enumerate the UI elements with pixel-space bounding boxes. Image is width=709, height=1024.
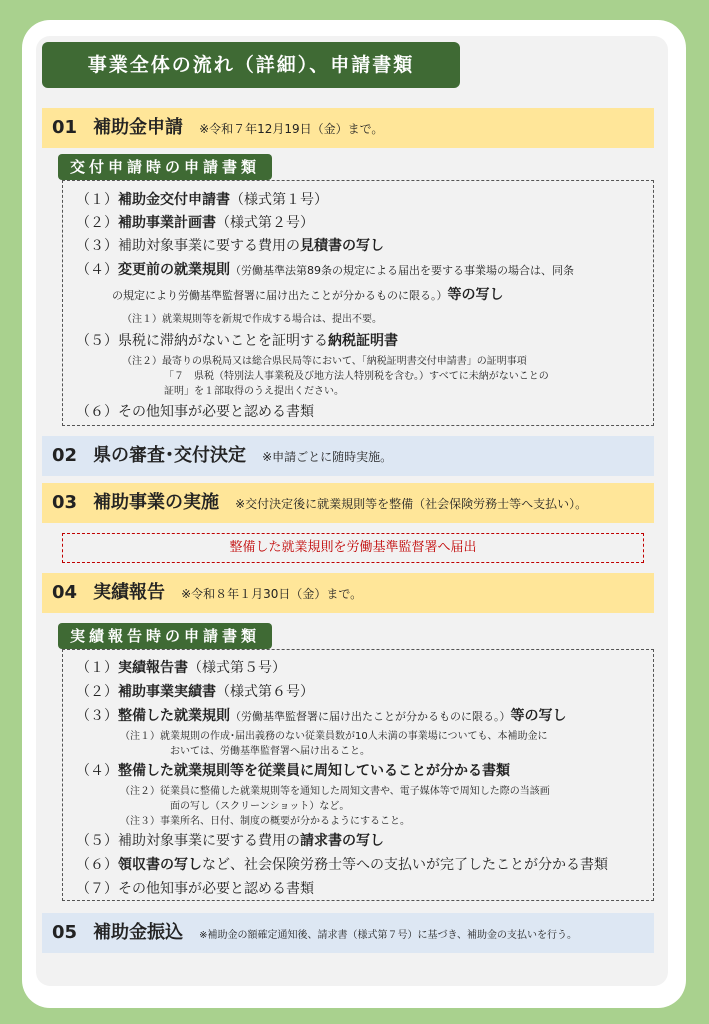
step-04-band: [42, 573, 654, 613]
notification-notice: 整備した就業規則を労働基準監督署へ届出: [62, 533, 644, 563]
document-item: （２）補助事業実績書（様式第６号）: [76, 684, 314, 700]
step-note: ※令和７年12月19日（金）まで。: [199, 122, 384, 136]
step-label: 補助金申請: [93, 117, 184, 138]
document-note: （注２）従業員に整備した就業規則等を通知した周知文書や、電子媒体等で周知した際の当該画: [120, 786, 550, 797]
document-item: （７）その他知事が必要と認める書類: [76, 881, 314, 897]
step-05-band: [42, 913, 654, 953]
document-note: （注１）就業規則等を新規で作成する場合は、提出不要。: [122, 314, 382, 325]
step-note: ※令和８年１月30日（金）まで。: [181, 587, 363, 601]
document-note: （注３）事業所名、日付、制度の概要が分かるようにすること。: [120, 816, 410, 827]
step-label: 県の審査･交付決定: [93, 445, 247, 466]
document-item: （１）実績報告書（様式第５号）: [76, 660, 286, 676]
document-note: （注２）最寄りの県税局又は総合県民局等において、「納税証明書交付申請書」の証明事項: [122, 356, 527, 367]
document-item: （４）整備した就業規則等を従業員に周知していることが分かる書類: [76, 763, 510, 779]
document-note: （注１）就業規則の作成･届出義務のない従業員数が10人未満の事業場についても、本補助金に: [120, 731, 548, 742]
step-note: ※交付決定後に就業規則等を整備（社会保険労務士等へ支払い）。: [235, 497, 588, 511]
step-number: 02: [52, 445, 78, 466]
section-label-report: 実績報告時の申請書類: [58, 623, 272, 649]
step-number: 03: [52, 492, 78, 513]
document-item: （２）補助事業計画書（様式第２号）: [76, 215, 314, 231]
step-note: ※補助金の額確定通知後、請求書（様式第７号）に基づき、補助金の支払いを行う。: [199, 930, 578, 941]
document-item: （５）補助対象事業に要する費用の請求書の写し: [76, 833, 384, 849]
document-item-continued: の規定により労働基準監督署に届け出たことが分かるものに限る。）等の写し: [112, 287, 504, 303]
step-number: 04: [52, 582, 78, 603]
step-number: 01: [52, 117, 78, 138]
step-02-band: [42, 436, 654, 476]
step-label: 補助金振込: [93, 922, 184, 943]
document-item: （３）補助対象事業に要する費用の見積書の写し: [76, 238, 384, 254]
document-item: （３）整備した就業規則（労働基準監督署に届け出たことが分かるものに限る。）等の写し: [76, 708, 567, 724]
document-item: （６）領収書の写しなど、社会保険労務士等への支払いが完了したことが分かる書類: [76, 857, 608, 873]
document-item: （４）変更前の就業規則（労働基準法第89条の規定による届出を要する事業場の場合は、同条: [76, 262, 574, 278]
page-title: 事業全体の流れ（詳細）、申請書類: [42, 42, 460, 88]
step-number: 05: [52, 922, 78, 943]
step-label: 実績報告: [93, 582, 166, 603]
step-label: 補助事業の実施: [93, 492, 220, 513]
section-label-application: 交付申請時の申請書類: [58, 154, 272, 180]
step-01-band: [42, 108, 654, 148]
document-item: （６）その他知事が必要と認める書類: [76, 404, 314, 420]
document-note: おいては、労働基準監督署へ届け出ること。: [170, 746, 370, 757]
document-item: （１）補助金交付申請書（様式第１号）: [76, 192, 328, 208]
step-03-band: [42, 483, 654, 523]
document-item: （５）県税に滞納がないことを証明する納税証明書: [76, 333, 398, 349]
document-note: 「７ 県税（特別法人事業税及び地方法人特別税を含む。）すべてに未納がないことの: [164, 371, 549, 382]
document-note: 面の写し（スクリーンショット）など。: [170, 801, 350, 812]
document-note: 証明」を１部取得のうえ提出ください。: [164, 386, 344, 397]
step-note: ※申請ごとに随時実施。: [262, 450, 393, 464]
